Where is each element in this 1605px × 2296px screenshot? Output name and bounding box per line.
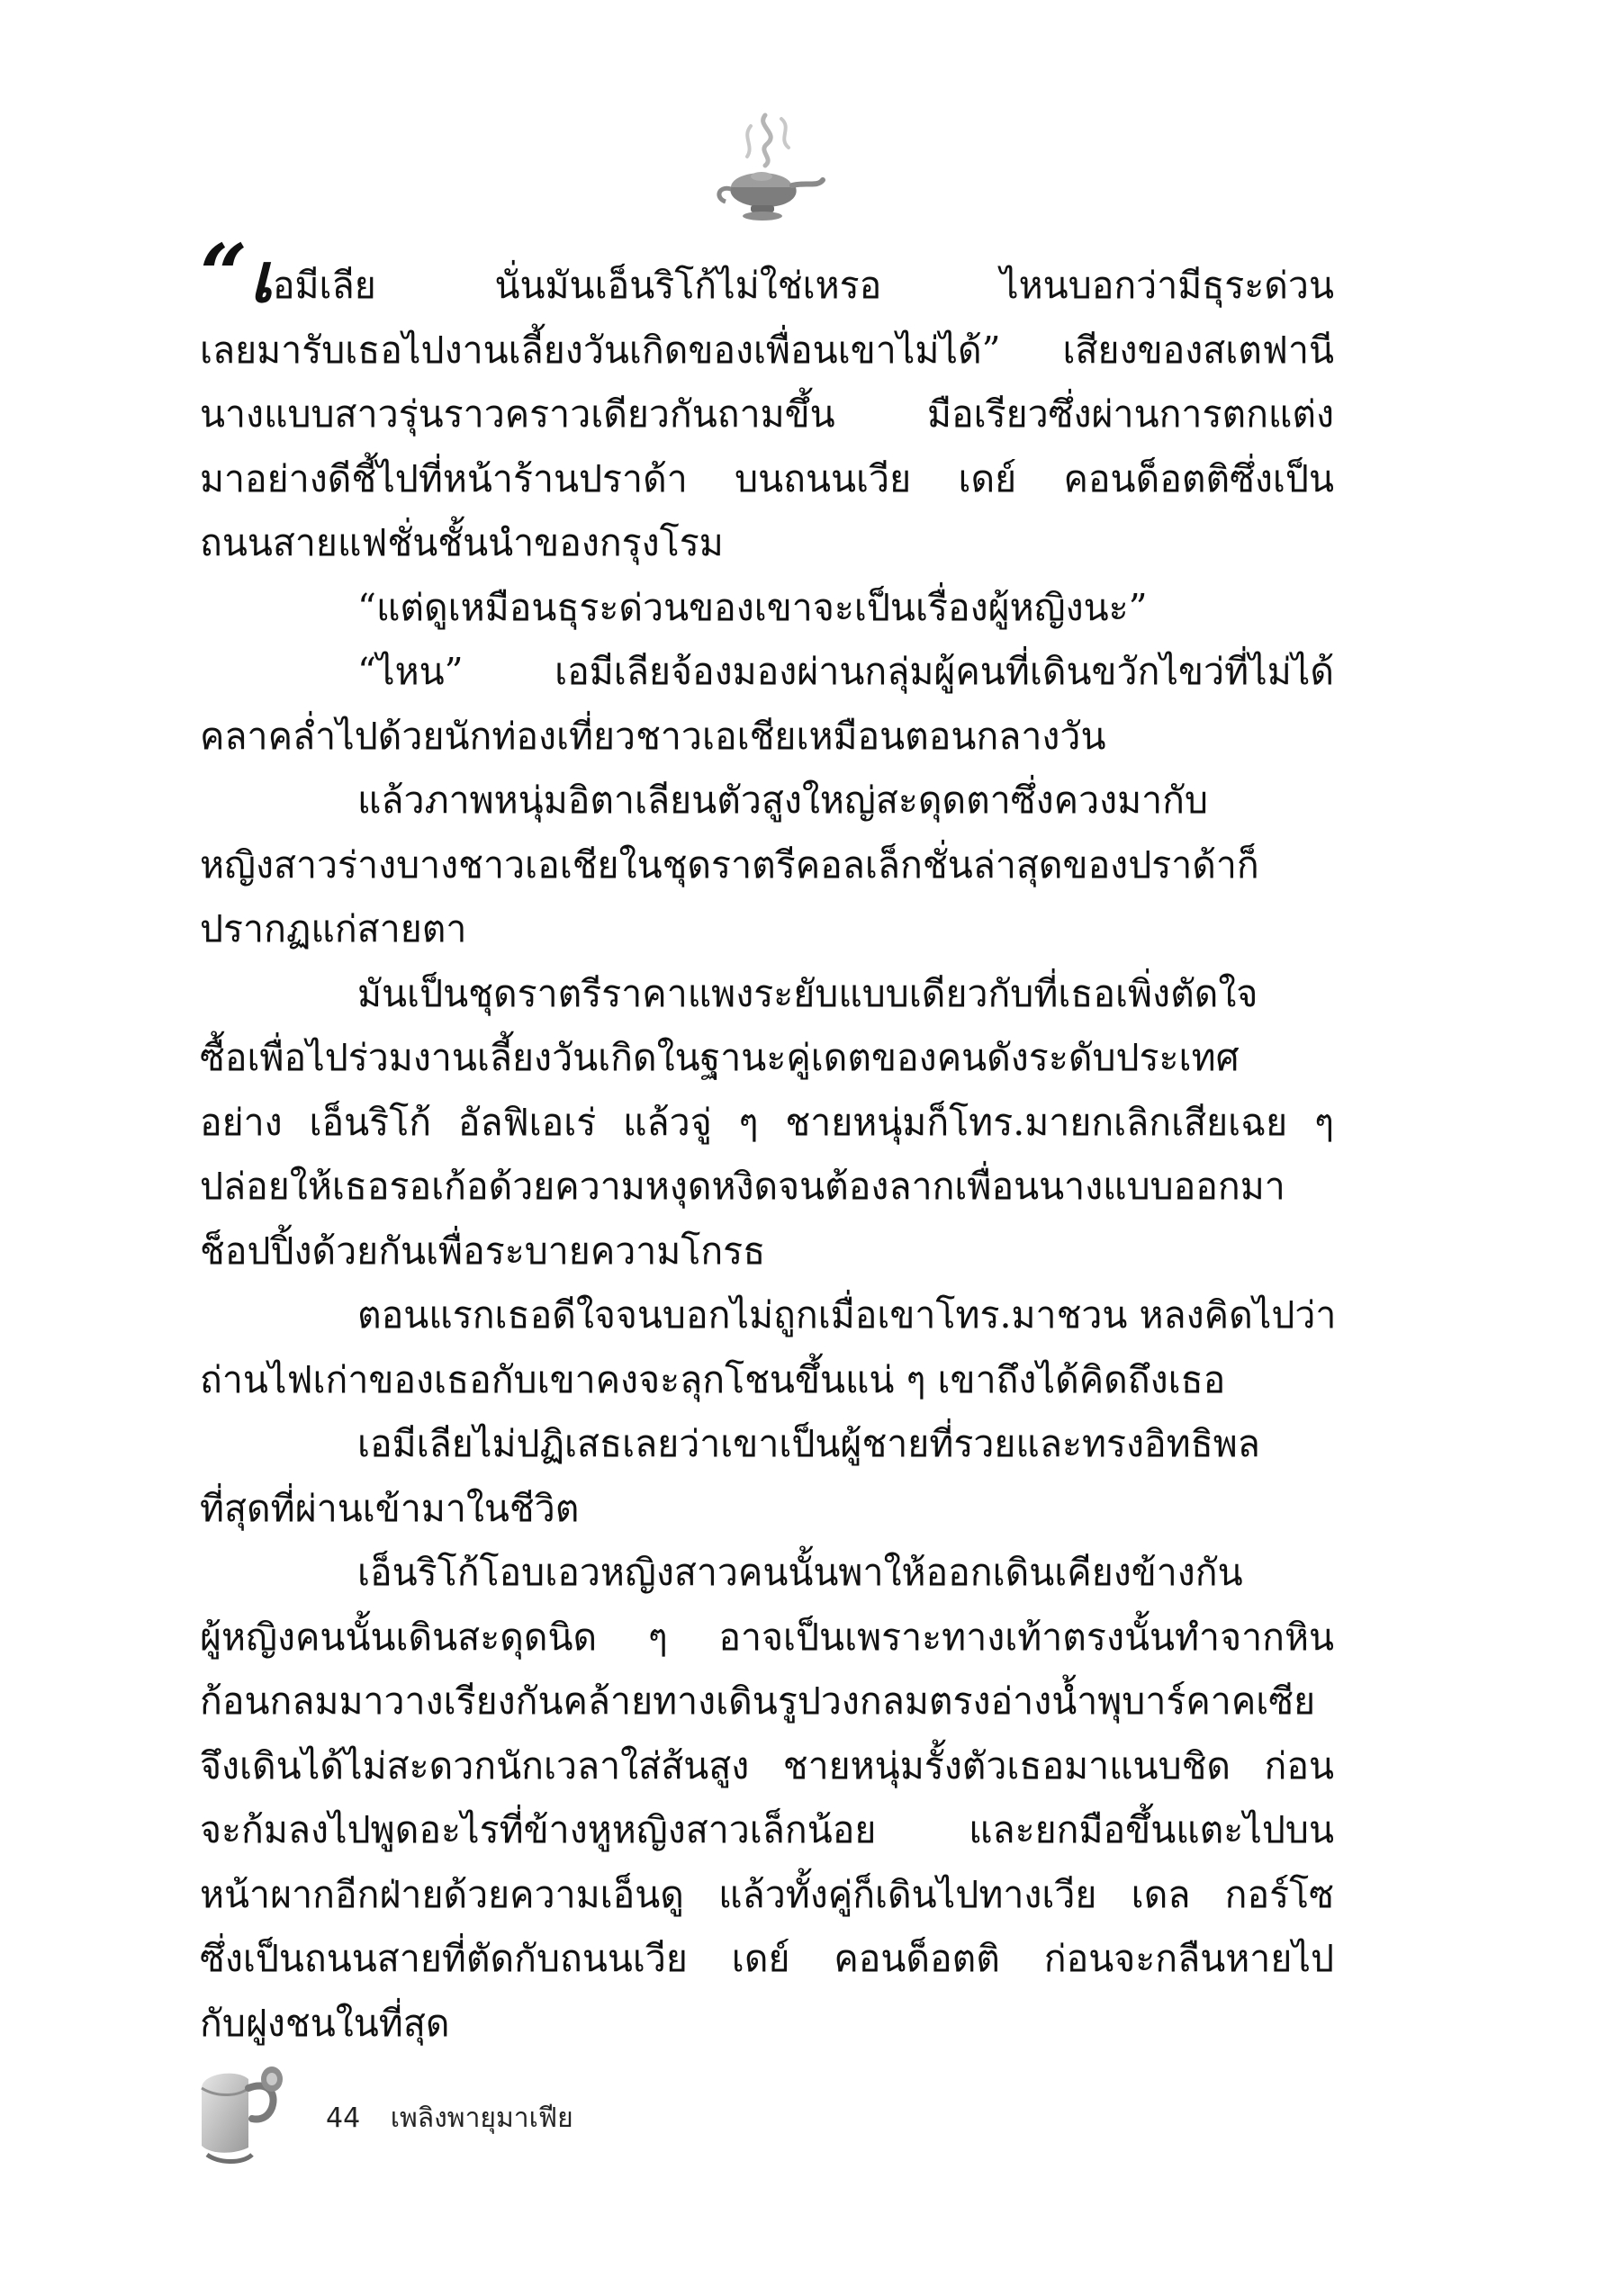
paragraph-line: มาอย่างดีชี้ไปที่หน้าร้านปราด้า บนถนนเวีย เดย์ คอนด็อตติซึ่งเป็น <box>200 456 1334 500</box>
paragraph-line: คลาคล่ำไปด้วยนักท่องเที่ยวชาวเอเชียเหมือนตอนกลางวัน <box>200 714 1106 758</box>
book-title: เพลิงพายุมาเฟีย <box>390 2102 573 2134</box>
paragraph-line: ตอนแรกเธอดีใจจนบอกไม่ถูกเมื่อเขาโทร.มาชวน หลงคิดไปว่า <box>357 1293 1337 1337</box>
paragraph-line: ผู้หญิงคนนั้นเดินสะดุดนิด ๆ อาจเป็นเพราะทางเท้าตรงนั้นทำจากหิน <box>200 1615 1334 1659</box>
paragraph-line: หญิงสาวร่างบางชาวเอเชียในชุดราตรีคอลเล็กชั่นล่าสุดของปราด้าก็ <box>200 842 1259 887</box>
page-number: 44 <box>326 2102 361 2134</box>
opening-quote-mark: “ <box>200 226 248 323</box>
paragraph-line: มันเป็นชุดราตรีราคาแพงระยับแบบเดียวกับที่เธอเพิ่งตัดใจ <box>357 971 1258 1015</box>
paragraph-line: ก้อนกลมมาวางเรียงกันคล้ายทางเดินรูปวงกลมตรงอ่างน้ำพุบาร์คาคเซีย <box>200 1679 1316 1723</box>
paragraph-line: เอมีเลียไม่ปฏิเสธเลยว่าเขาเป็นผู้ชายที่รวยและทรงอิทธิพล <box>357 1422 1260 1465</box>
paragraph-line: จะก้มลงไปพูดอะไรที่ข้างหูหญิงสาวเล็กน้อย และยกมือขึ้นแตะไปบน <box>200 1808 1334 1851</box>
paragraph-line: ถนนสายแฟชั่นชั้นนำของกรุงโรม <box>200 521 724 564</box>
paragraph-line: จึงเดินได้ไม่สะดวกนักเวลาใส่ส้นสูง ชายหนุ่มรั้งตัวเธอมาแนบชิด ก่อน <box>200 1743 1334 1787</box>
magic-lamp-icon <box>702 108 828 225</box>
paragraph-line: ปล่อยให้เธอรอเก้อด้วยความหงุดหงิดจนต้องลากเพื่อนนางแบบออกมา <box>200 1165 1285 1208</box>
paragraph-line: ช็อปปิ้งด้วยกันเพื่อระบายความโกรธ <box>200 1229 766 1273</box>
paragraph-line: แล้วภาพหนุ่มอิตาเลียนตัวสูงใหญ่สะดุดตาซึ่งควงมากับ <box>357 779 1209 822</box>
magic-lamp-footer-icon <box>189 2061 297 2167</box>
footer-caption <box>326 2097 573 2139</box>
paragraph-line: “แต่ดูเหมือนธุระด่วนของเขาจะเป็นเรื่องผู้หญิงนะ” <box>357 585 1148 629</box>
paragraph-line: ซึ่งเป็นถนนสายที่ตัดกับถนนเวีย เดย์ คอนด็อตติ ก่อนจะกลืนหายไป <box>200 1937 1334 1980</box>
drop-letter: เ <box>248 238 273 318</box>
paragraph-line-text: อมีเลีย นั่นมันเอ็นริโก้ไม่ใช่เหรอ ไหนบอกว่ามีธุระด่วน <box>272 264 1334 307</box>
paragraph-line: ถ่านไฟเก่าของเธอกับเขาคงจะลุกโชนขึ้นแน่ ๆ เขาถึงได้คิดถึงเธอ <box>200 1357 1226 1401</box>
paragraph-line: อย่าง เอ็นริโก้ อัลฟิเอเร่ แล้วจู่ ๆ ชายหนุ่มก็โทร.มายกเลิกเสียเฉย ๆ <box>200 1100 1334 1144</box>
paragraph-line: “ไหน” เอมีเลียจ้องมองผ่านกลุ่มผู้คนที่เดินขวักไขว่ที่ไม่ได้ <box>357 650 1334 693</box>
paragraph-line: เอ็นริโก้โอบเอวหญิงสาวคนนั้นพาให้ออกเดินเคียงข้างกัน <box>357 1551 1243 1594</box>
paragraph-line: เลยมารับเธอไปงานเลี้ยงวันเกิดของเพื่อนเขาไม่ได้” เสียงของสเตฟานี <box>200 328 1334 372</box>
paragraph-line <box>200 226 1334 323</box>
paragraph-line: ที่สุดที่ผ่านเข้ามาในชีวิต <box>200 1486 580 1530</box>
paragraph-line: นางแบบสาวรุ่นราวคราวเดียวกันถามขึ้น มือเรียวซึ่งผ่านการตกแต่ง <box>200 392 1334 436</box>
paragraph-line: ปรากฏแก่สายตา <box>200 907 467 950</box>
paragraph-line: กับฝูงชนในที่สุด <box>200 2001 450 2045</box>
page-footer <box>189 2061 729 2169</box>
paragraph-line: หน้าผากอีกฝ่ายด้วยความเอ็นดู แล้วทั้งคู่ก็เดินไปทางเวีย เดล กอร์โซ <box>200 1872 1334 1916</box>
story-text <box>200 226 1337 2056</box>
paragraph-line: ซื้อเพื่อไปร่วมงานเลี้ยงวันเกิดในฐานะคู่เดตของคนดังระดับประเทศ <box>200 1036 1240 1079</box>
